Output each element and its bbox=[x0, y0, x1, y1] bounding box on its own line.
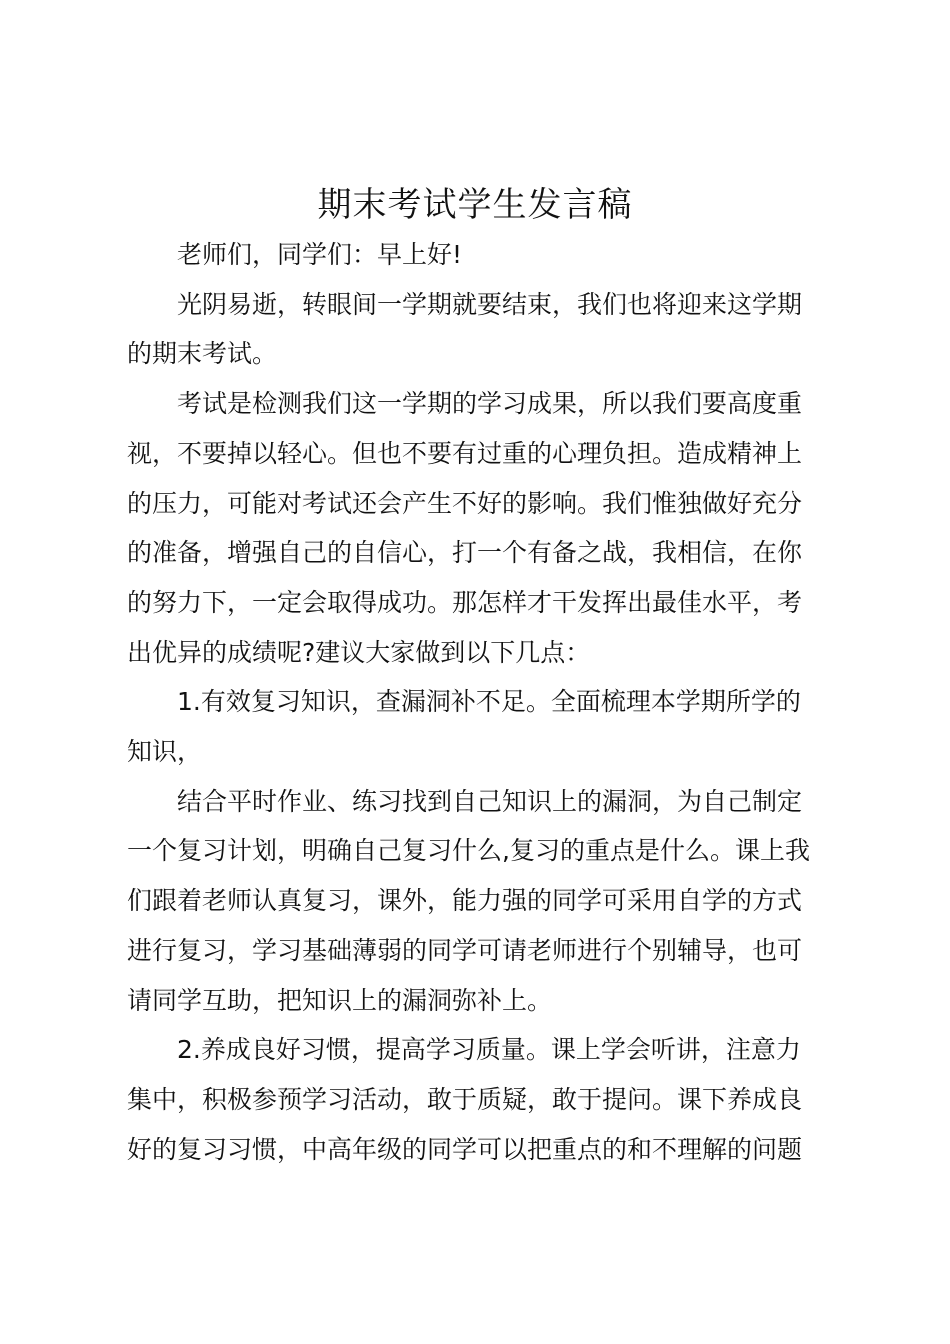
paragraph-line: 们跟着老师认真复习，课外，能力强的同学可采用自学的方式 bbox=[127, 886, 803, 916]
paragraph-line: 视，不要掉以轻心。但也不要有过重的心理负担。造成精神上 bbox=[127, 438, 803, 468]
paragraph-line: 考试是检测我们这一学期的学习成果，所以我们要高度重 bbox=[177, 389, 803, 419]
paragraph-line: 知识， bbox=[127, 737, 203, 767]
paragraph-line: 进行复习，学习基础薄弱的同学可请老师进行个别辅导，也可 bbox=[127, 935, 803, 965]
document-body bbox=[127, 230, 833, 1174]
paragraph-line: 光阴易逝，转眼间一学期就要结束，我们也将迎来这学期 bbox=[177, 289, 803, 319]
paragraph-line: 的努力下，一定会取得成功。那怎样才干发挥出最佳水平，考 bbox=[127, 587, 803, 617]
paragraph-line: 一个复习计划，明确自己复习什么,复习的重点是什么。课上我 bbox=[127, 836, 810, 866]
paragraph-line: 结合平时作业、练习找到自己知识上的漏洞，为自己制定 bbox=[177, 786, 803, 816]
paragraph-line: 出优异的成绩呢?建议大家做到以下几点： bbox=[127, 637, 591, 667]
paragraph-line: 2.养成良好习惯，提高学习质量。课上学会听讲，注意力 bbox=[177, 1035, 801, 1065]
document-title: 期末考试学生发言稿 bbox=[317, 185, 633, 225]
paragraph-line: 好的复习习惯，中高年级的同学可以把重点的和不理解的问题 bbox=[127, 1134, 803, 1164]
paragraph-line: 请同学互助，把知识上的漏洞弥补上。 bbox=[127, 985, 553, 1015]
paragraph-line: 集中，积极参预学习活动，敢于质疑，敢于提问。课下养成良 bbox=[127, 1084, 803, 1114]
greeting-line: 老师们，同学们：早上好! bbox=[177, 240, 463, 269]
paragraph-line: 的期末考试。 bbox=[127, 339, 278, 369]
paragraph-line: 1.有效复习知识，查漏洞补不足。全面梳理本学期所学的 bbox=[177, 687, 801, 717]
paragraph-line: 的压力，可能对考试还会产生不好的影响。我们惟独做好充分 bbox=[127, 488, 803, 518]
paragraph-line: 的准备，增强自己的自信心，打一个有备之战，我相信，在你 bbox=[127, 538, 803, 568]
